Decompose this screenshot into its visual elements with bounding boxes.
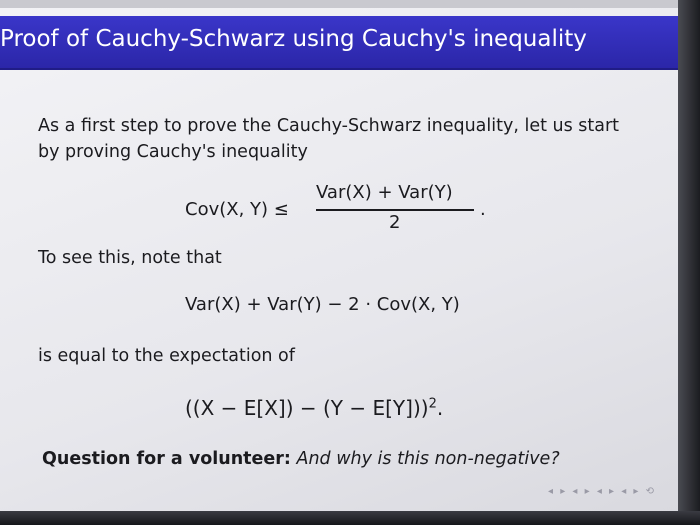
expectation-period: . (436, 396, 444, 420)
screen-bezel-top (0, 0, 700, 8)
screen-bezel-right (678, 0, 700, 525)
intro-line-1: As a first step to prove the Cauchy-Schwarz inequality, let us start (38, 116, 620, 136)
expectation-expression (185, 396, 443, 420)
intro-line-2: by proving Cauchy's inequality (38, 142, 308, 162)
expectation-exponent: 2 (428, 396, 437, 412)
slide (0, 8, 680, 513)
equal-text: is equal to the expectation of (38, 346, 295, 366)
see-text: To see this, note that (38, 248, 222, 268)
question-line (42, 446, 560, 472)
question-text: And why is this non-negative? (296, 449, 560, 469)
inequality-lhs: Cov(X, Y) ≤ (185, 199, 289, 220)
slide-title: Proof of Cauchy-Schwarz using Cauchy's inequality (0, 26, 587, 52)
question-label: Question for a volunteer: (42, 449, 291, 469)
inequality-numerator: Var(X) + Var(Y) (316, 182, 453, 203)
intro-paragraph (38, 113, 638, 165)
inequality-period: . (480, 199, 486, 220)
beamer-navigation-symbols[interactable]: ◂ ▸ ◂ ▸ ◂ ▸ ◂ ▸ ⟲ (548, 486, 656, 497)
variance-expression: Var(X) + Var(Y) − 2 · Cov(X, Y) (185, 294, 460, 315)
fraction-bar (316, 209, 474, 211)
slide-title-bar (0, 16, 680, 70)
expectation-base: ((X − E[X]) − (Y − E[Y])) (185, 396, 429, 420)
screen-bezel-bottom (0, 511, 700, 525)
inequality-denominator: 2 (389, 212, 401, 233)
